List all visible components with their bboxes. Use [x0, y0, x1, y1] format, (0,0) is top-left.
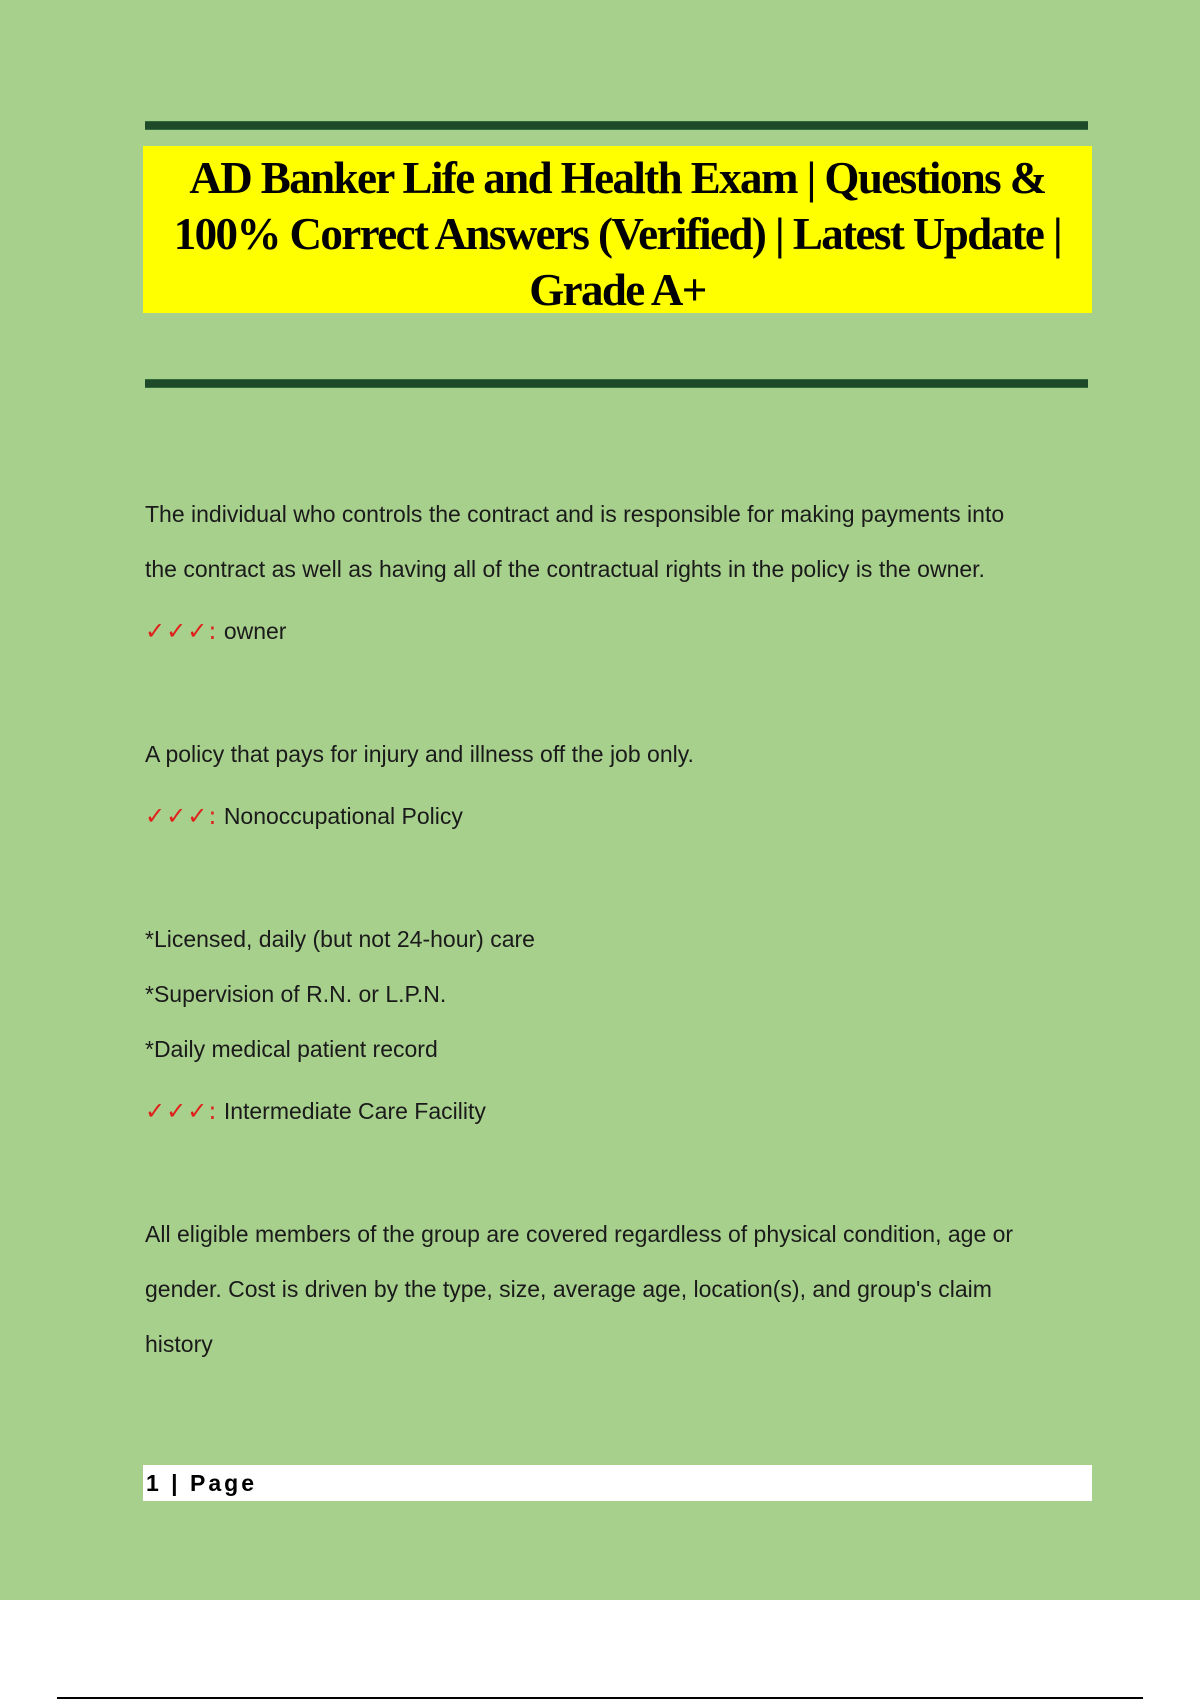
document-title: AD Banker Life and Health Exam | Questions & 100% Correct Answers (Verified) | Latest Update | Grade A+ — [173, 153, 1062, 315]
question-line: gender. Cost is driven by the type, size, average age, location(s), and group's claim — [145, 1276, 992, 1302]
question-line: The individual who controls the contract and is responsible for making payments into — [145, 501, 1005, 527]
answer-separator: : — [208, 617, 218, 645]
page-footer — [143, 1465, 1092, 1501]
check-marks-icon: ✓✓✓ — [145, 617, 209, 645]
answer-text: Nonoccupational Policy — [223, 803, 463, 829]
page-edge-rule — [57, 1697, 1143, 1699]
question-line: *Supervision of R.N. or L.P.N. — [145, 981, 447, 1007]
bottom-divider-rule — [145, 379, 1088, 388]
page-number-label: 1 | Page — [146, 1470, 257, 1496]
qa-item-3 — [145, 912, 1085, 1133]
qa-item-4 — [145, 1207, 1085, 1372]
top-divider-rule — [145, 121, 1088, 130]
check-marks-icon: ✓✓✓ — [145, 802, 209, 830]
question-line: *Daily medical patient record — [145, 1036, 438, 1062]
answer-line — [145, 609, 1085, 653]
qa-item-1 — [145, 487, 1085, 653]
question-line: A policy that pays for injury and illness off the job only. — [145, 741, 694, 767]
answer-line — [145, 794, 1085, 838]
answer-text: owner — [223, 618, 287, 644]
question-line: *Licensed, daily (but not 24-hour) care — [145, 926, 535, 952]
question-line: the contract as well as having all of the contractual rights in the policy is the owner. — [145, 556, 985, 582]
answer-separator: : — [208, 802, 218, 830]
check-marks-icon: ✓✓✓ — [145, 1097, 209, 1125]
question-line: All eligible members of the group are covered regardless of physical condition, age or — [145, 1221, 1014, 1247]
answer-text: Intermediate Care Facility — [223, 1098, 486, 1124]
answer-separator: : — [208, 1097, 218, 1125]
answer-line — [145, 1089, 1085, 1133]
qa-content — [145, 487, 1085, 1372]
title-highlight-box — [143, 146, 1092, 313]
qa-item-2 — [145, 727, 1085, 838]
question-line: history — [145, 1331, 213, 1357]
